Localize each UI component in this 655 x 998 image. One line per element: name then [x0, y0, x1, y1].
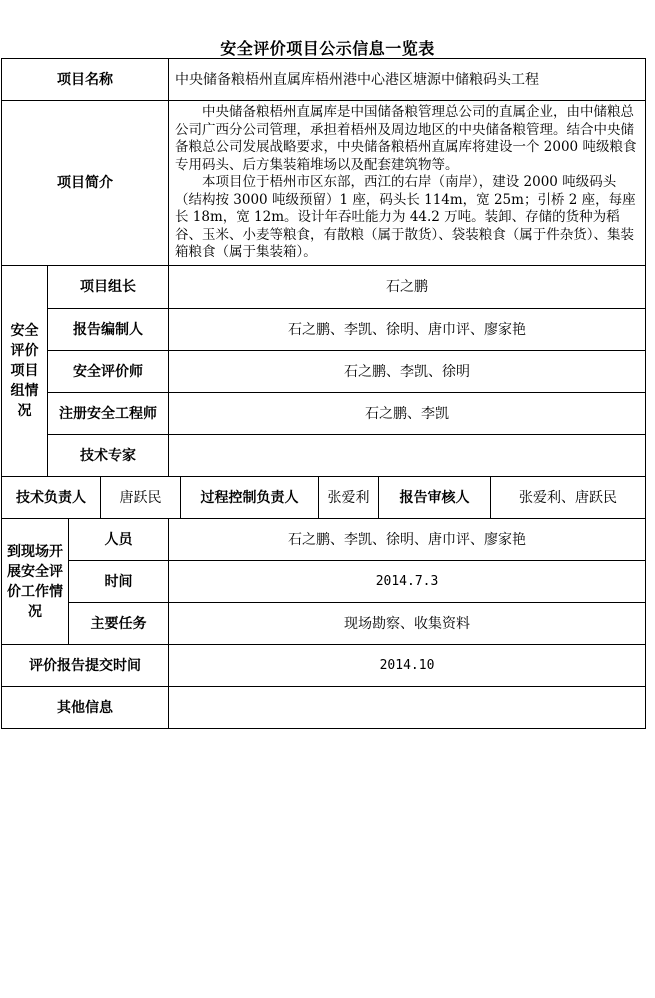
- other-info-value: [169, 687, 646, 729]
- project-name-label: 项目名称: [2, 59, 169, 101]
- row-team-leader: [2, 266, 646, 309]
- document-title: 安全评价项目公示信息一览表: [220, 39, 435, 58]
- submit-time-value: 2014.10: [169, 645, 646, 687]
- project-intro-text: [169, 101, 646, 266]
- row-onsite-task: [2, 603, 646, 645]
- tech-lead-label: 技术负责人: [2, 477, 101, 519]
- evaluator-label: 安全评价师: [48, 351, 169, 393]
- info-table: [1, 58, 646, 729]
- intro-paragraph-2: 本项目位于梧州市区东部，西江的右岸（南岸），建设 2000 吨级码头（结构按 3000 吨级预留）1 座，码头长 114m，宽 25m；引桥 2 座，每座长 18m，宽 12m。设计年吞吐能力为 44.2 万吨。装卸、存储的货种为稻谷、玉米、小麦等粮食，有散粮（属于散货）、袋装粮食（属于件杂货）、集装箱粮食（属于集装箱）。: [175, 174, 636, 261]
- report-reviewer-label: 报告审核人: [379, 477, 491, 519]
- project-intro-label: 项目简介: [2, 101, 169, 266]
- tech-expert-value: [169, 435, 646, 477]
- intro-paragraph-1: 中央储备粮梧州直属库是中国储备粮管理总公司的直属企业，由中储粮总公司广西分公司管理，承担着梧州及周边地区的中央储备粮管理。结合中央储备粮总公司发展战略要求，中央储备粮梧州直属库将建设一个 2000 吨级粮食专用码头、后方集装箱堆场以及配套建筑物等。: [175, 104, 637, 173]
- onsite-task-label: 主要任务: [69, 603, 169, 645]
- row-project-intro: [2, 101, 646, 266]
- team-leader-label: 项目组长: [48, 266, 169, 309]
- row-submit-time: [2, 645, 646, 687]
- row-report-author: [2, 309, 646, 351]
- row-evaluator: [2, 351, 646, 393]
- onsite-task-value: 现场勘察、收集资料: [169, 603, 646, 645]
- tech-lead-value: 唐跃民: [101, 477, 181, 519]
- evaluator-value: 石之鹏、李凯、徐明: [169, 351, 646, 393]
- onsite-time-label: 时间: [69, 561, 169, 603]
- safety-engineer-label: 注册安全工程师: [48, 393, 169, 435]
- row-onsite-people: [2, 519, 646, 561]
- row-tech-expert: [2, 435, 646, 477]
- team-group-label: 安全评价项目组情况: [2, 266, 48, 477]
- row-project-name: [2, 59, 646, 101]
- onsite-time-value: 2014.7.3: [169, 561, 646, 603]
- report-author-label: 报告编制人: [48, 309, 169, 351]
- onsite-people-label: 人员: [69, 519, 169, 561]
- process-control-label: 过程控制负责人: [181, 477, 319, 519]
- onsite-people-value: 石之鹏、李凯、徐明、唐巾评、廖家艳: [169, 519, 646, 561]
- tech-expert-label: 技术专家: [48, 435, 169, 477]
- project-name-value: 中央储备粮梧州直属库梧州港中心港区塘源中储粮码头工程: [169, 59, 646, 101]
- process-control-value: 张爱利: [319, 477, 379, 519]
- team-leader-value: 石之鹏: [169, 266, 646, 309]
- row-other-info: [2, 687, 646, 729]
- row-onsite-time: [2, 561, 646, 603]
- report-reviewer-value: 张爱利、唐跃民: [491, 477, 646, 519]
- safety-engineer-value: 石之鹏、李凯: [169, 393, 646, 435]
- submit-time-label: 评价报告提交时间: [2, 645, 169, 687]
- row-responsibles: [2, 477, 646, 519]
- row-safety-engineer: [2, 393, 646, 435]
- onsite-group-label: 到现场开展安全评价工作情况: [2, 519, 69, 645]
- report-author-value: 石之鹏、李凯、徐明、唐巾评、廖家艳: [169, 309, 646, 351]
- other-info-label: 其他信息: [2, 687, 169, 729]
